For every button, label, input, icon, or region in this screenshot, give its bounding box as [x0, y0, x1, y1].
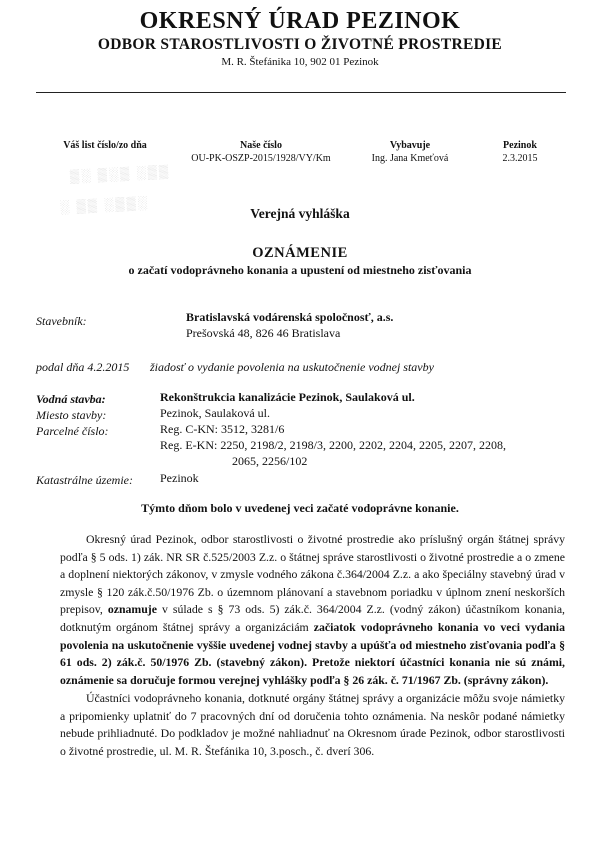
notice-subtitle: o začatí vodoprávneho konania a upustení od miestneho zisťovania: [128, 263, 472, 277]
body-p1-intro: Okresný úrad Pezinok, odbor starostlivosti o životné prostredie ako príslušný orgán štátnej správy podľa § 5 ods. 1) zák. NR SR č.525/2003 Z.z. o štátnej správe starostlivosti o životné prostredie a o zmene a doplnení niektorých zákonov, v zmysle vodného zákona č.364/2004 Z.z. a ako špeciálny stavebný úrad v zmysle § 120 zák.č.50/1976 Zb. o územnom plánovaní a stavebnom poriadku v úplnom znení neskorších prepisov,: [60, 532, 565, 617]
parcel-ekn-line1: Reg. E-KN: 2250, 2198/2, 2198/3, 2200, 2202, 2204, 2205, 2207, 2208,: [160, 438, 506, 452]
header-divider: [36, 92, 566, 93]
construction-label: Vodná stavba:: [36, 392, 106, 406]
public-notice-heading: Verejná vyhláška: [250, 206, 350, 221]
ref-our-number-label: Naše číslo: [240, 140, 282, 151]
construction-value: Rekonštrukcia kanalizácie Pezinok, Saulaková ul.: [160, 390, 415, 404]
notice-title: OZNÁMENIE: [252, 245, 348, 261]
applicant-name: Bratislavská vodárenská spoločnosť, a.s.: [186, 310, 394, 324]
construction-place-value: Pezinok, Saulaková ul.: [160, 406, 270, 420]
parcel-ekn-line2: 2065, 2256/102: [232, 454, 308, 468]
ref-date-value: 2.3.2015: [502, 153, 538, 164]
ref-our-number-value: OU-PK-OSZP-2015/1928/VY/Km: [191, 153, 331, 164]
ref-your-letter-label: Váš list číslo/zo dňa: [63, 140, 147, 151]
applicant-label: Stavebník:: [36, 314, 87, 328]
department-title: ODBOR STAROSTLIVOSTI O ŽIVOTNÉ PROSTREDIE: [97, 36, 503, 53]
ref-handled-by-label: Vybavuje: [389, 140, 431, 151]
body-paragraph-1: [60, 531, 565, 689]
parcel-ckn: Reg. C-KN: 3512, 3281/6: [160, 422, 285, 436]
body-p1-announces: oznamuje: [107, 602, 157, 617]
proceedings-statement: Týmto dňom bolo v uvedenej veci začaté vodoprávne konanie.: [141, 501, 459, 515]
request-date: podal dňa 4.2.2015: [36, 360, 130, 374]
body-p1-decision: začiatok vodoprávneho konania vo veci vydania povolenia na uskutočnenie vyššie uvedenej vodnej stavby a upúšťa od miestneho zisťovania podľa § 61 ods. 2) zák.č. 50/1976 Zb. (stavebný zákon). Pretože niektorí účastníci konania nie sú známi, oznámenie sa doručuje formou verejnej vyhlášky podľa § 26 zák. č. 71/1967 Zb. (správny zákon).: [60, 619, 565, 687]
cadastre-value: Pezinok: [160, 471, 199, 485]
faded-stamp: ▒░ ▒░▒ ░▒▒: [69, 163, 171, 184]
office-address: M. R. Štefánika 10, 902 01 Pezinok: [221, 56, 379, 68]
parcel-label: Parcelné číslo:: [36, 424, 109, 438]
body-p2-text: Účastníci vodoprávneho konania, dotknuté orgány štátnej správy a organizácie môžu svoje námietky a pripomienky uplatniť do 7 pracovných dní od doručenia tohto oznámenia. Na neskôr podané námietky nebude prihliadnuté. Do podkladov je možné nahliadnuť na Okresnom úrade Pezinok, odbor starostlivosti o životné prostredie, ul. M. R. Štefánika 10, 3.posch., č. dverí 306.: [60, 691, 565, 758]
faded-stamp-date: ░ ▒▒ ░▒▒░: [59, 194, 150, 215]
body-p1-addressees: v súlade s § 73 ods. 5) zák.č. 364/2004 Z.z. (vodný zákon) účastníkom konania, dotknutým orgánom štátnej správy a organizáciám: [60, 602, 565, 634]
request-text: žiadosť o vydanie povolenia na uskutočnenie vodnej stavby: [150, 360, 434, 374]
body-paragraph-2: [60, 690, 565, 760]
cadastre-label: Katastrálne územie:: [36, 473, 133, 487]
ref-place-label: Pezinok: [503, 140, 537, 151]
construction-place-label: Miesto stavby:: [36, 408, 107, 422]
ref-handled-by-value: Ing. Jana Kmeťová: [371, 153, 449, 164]
applicant-address: Prešovská 48, 826 46 Bratislava: [186, 326, 341, 340]
office-title: OKRESNÝ ÚRAD PEZINOK: [139, 8, 461, 34]
